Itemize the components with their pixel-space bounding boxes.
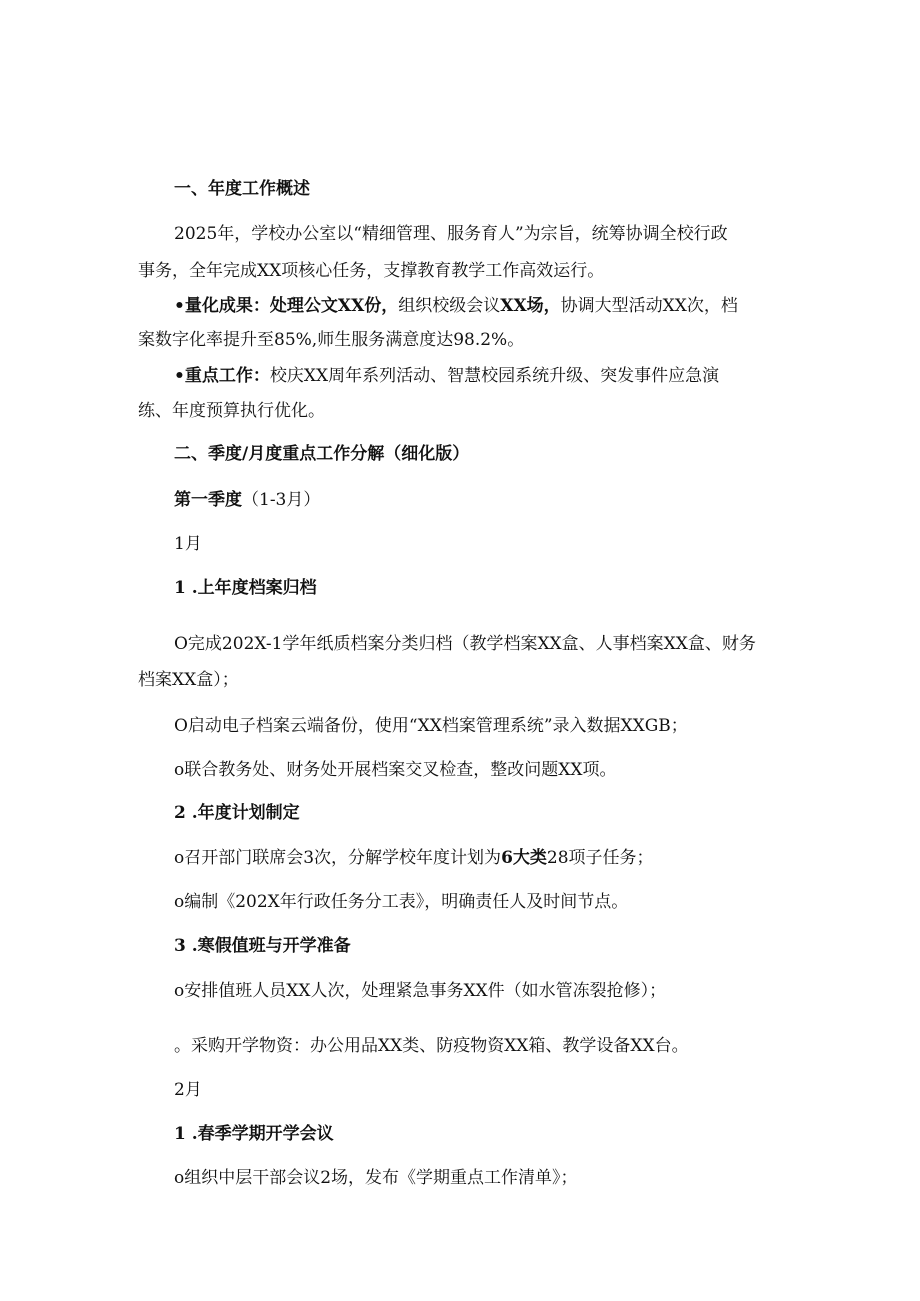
bullet-quantified-results-line-2: 案数字化率提升至85%,师生服务满意度达98.2%。 — [138, 330, 525, 350]
month-february-label: 2月 — [174, 1080, 202, 1100]
quarter-1-heading: 第一季度（1-3月） — [174, 490, 321, 510]
task-annual-plan-item-1: o召开部门联席会3次，分解学校年度计划为6大类28项子任务； — [174, 848, 654, 868]
task-archive-item-2: O启动电子档案云端备份，使用“XX档案管理系统”录入数据XXGB； — [174, 716, 688, 736]
month-january-label: 1月 — [174, 534, 202, 554]
task-archive-item-3: o联合教务处、财务处开展档案交叉检查，整改问题XX项。 — [174, 760, 617, 780]
bullet-label: •重点工作： — [174, 366, 270, 386]
task-annual-plan-item-2: o编制《202X年行政任务分工表》，明确责任人及时间节点。 — [174, 892, 629, 912]
task-archive-item-1: O完成202X-1学年纸质档案分类归档（教学档案XX盒、人事档案XX盒、财务 — [174, 634, 756, 654]
section-heading-breakdown: 二、季度/月度重点工作分解（细化版） — [174, 444, 470, 464]
bullet-key-work: •重点工作：校庆XX周年系列活动、智慧校园系统升级、突发事件应急演 — [174, 366, 720, 386]
bullet-key-work-line-2: 练、年度预算执行优化。 — [138, 401, 325, 421]
task-winter-duty-title: 3 .寒假值班与开学准备 — [174, 936, 351, 956]
bullet-label: •量化成果： — [174, 296, 270, 316]
task-winter-duty-item-1: o安排值班人员XX人次，处理紧急事务XX件（如水管冻裂抢修）； — [174, 981, 667, 1001]
bullet-quantified-results: •量化成果：处理公文XX份，组织校级会议XX场，协调大型活动XX次，档 — [174, 296, 738, 316]
task-archive-filing-title: 1 .上年度档案归档 — [174, 578, 317, 598]
intro-paragraph-line-2: 事务，全年完成XX项核心任务，支撑教育教学工作高效运行。 — [138, 261, 605, 281]
task-spring-meeting-title: 1 .春季学期开学会议 — [174, 1124, 334, 1144]
intro-paragraph-line-1: 2025年，学校办公室以“精细管理、服务育人”为宗旨，统筹协调全校行政 — [174, 224, 728, 244]
task-spring-meeting-item-1: o组织中层干部会议2场，发布《学期重点工作清单》； — [174, 1168, 578, 1188]
section-heading-annual-overview: 一、年度工作概述 — [174, 179, 310, 199]
task-archive-item-1-line-2: 档案XX盒）； — [138, 670, 239, 690]
task-winter-duty-item-2: 。采购开学物资：办公用品XX类、防疫物资XX箱、教学设备XX台。 — [174, 1036, 689, 1056]
task-annual-plan-title: 2 .年度计划制定 — [174, 803, 300, 823]
